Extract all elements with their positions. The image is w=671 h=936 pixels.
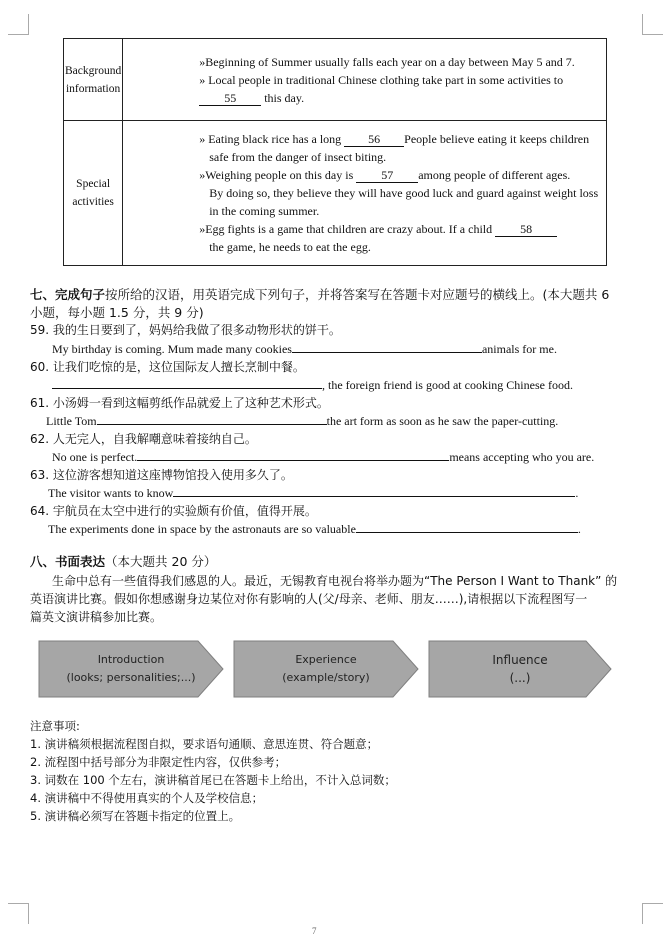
note-item: 5. 演讲稿必须写在答题卡指定的位置上。 (30, 809, 241, 823)
question-59-en: My birthday is coming. Mum made many cookies animals for me. (52, 342, 557, 356)
flow-title: Influence (492, 653, 548, 667)
answer-line-63[interactable] (173, 484, 575, 497)
table-cell-special: » Eating black rice has a long 56 People believe eating it keeps children safe from the danger of insect biting. »Weighing people on this day is 57 among people of different ages. By doing so, they believe they will have good luck and guard against weight loss in the coming summer. »Egg fights is a game that children are crazy about. If a child 58 the game, he needs to eat the egg. (123, 121, 607, 266)
crop-mark-top-right (642, 14, 663, 35)
page-number: 7 (312, 926, 317, 936)
note-item: 2. 流程图中括号部分为非限定性内容，仅供参考； (30, 755, 287, 769)
answer-line-62[interactable] (137, 448, 449, 461)
flow-sub: (...) (509, 671, 531, 685)
question-60-en: , the foreign friend is good at cooking Chinese food. (52, 376, 573, 393)
answer-line-60[interactable] (52, 376, 322, 389)
section8-heading: 八、书面表达（本大题共 20 分） (30, 554, 217, 569)
table-line: »Beginning of Summer usually falls each year on a day between May 5 and 7. (199, 54, 575, 69)
flow-step-introduction (38, 640, 224, 698)
question-59-cn: 59. 我的生日要到了，妈妈给我做了很多动物形状的饼干。 (30, 323, 341, 337)
question-60-cn: 60. 让我们吃惊的是，这位国际友人擅长烹制中餐。 (30, 360, 305, 374)
flow-step-experience (233, 640, 419, 698)
answer-blank-58[interactable]: 58 (495, 222, 557, 237)
section7-heading: 七、完成句子按所给的汉语，用英语完成下列句子，并将答案写在答题卡对应题号的横线上。(本大题共 6 小题，每小题 1.5 分，共 9 分) (30, 287, 610, 320)
note-item: 1. 演讲稿须根据流程图自拟，要求语句通顺、意思连贯、符合题意； (30, 737, 379, 751)
festival-info-table (63, 38, 607, 266)
notes-title: 注意事项: (30, 719, 80, 733)
answer-blank-55[interactable]: 55 (199, 91, 261, 106)
table-line: 55 this day. (199, 89, 598, 107)
table-line: » Local people in traditional Chinese clothing take part in some activities to (199, 72, 564, 87)
answer-line-61[interactable] (97, 412, 327, 425)
table-header-background: Background information (64, 39, 123, 121)
flow-title: Introduction (97, 653, 165, 666)
question-64-en: The experiments done in space by the astronauts are so valuable . (48, 522, 581, 536)
question-61-en: Little Tom the art form as soon as he saw the paper-cutting. (46, 414, 559, 428)
question-63-en: The visitor wants to know . (48, 486, 579, 500)
table-cell-background (123, 39, 607, 121)
flow-step-influence (428, 640, 612, 698)
flow-sub: (looks; personalities;...) (66, 671, 196, 684)
question-64-cn: 64. 宇航员在太空中进行的实验颇有价值，值得开展。 (30, 504, 317, 518)
flow-sub: (example/story) (282, 671, 370, 684)
answer-line-59[interactable] (292, 340, 482, 353)
question-62-en: No one is perfect. means accepting who you are. (52, 450, 595, 464)
crop-mark-bottom-left (8, 903, 29, 924)
table-header-special: Special activities (64, 121, 123, 266)
crop-mark-bottom-right (642, 903, 663, 924)
question-62-cn: 62. 人无完人，自我解嘲意味着接纳自己。 (30, 432, 257, 446)
section8-prompt: 生命中总有一些值得我们感恩的人。最近，无锡教育电视台将举办题为“The Person I Want to Thank” 的 英语演讲比赛。假如你想感谢身边某位对你有影响的人(父/母亲、老师、朋友……),请根据以下流程图写一 篇英文演讲稿参加比赛。 (30, 574, 618, 624)
answer-blank-57[interactable]: 57 (356, 168, 418, 183)
question-61-cn: 61. 小汤姆一看到这幅剪纸作品就爱上了这种艺术形式。 (30, 396, 329, 410)
question-63-cn: 63. 这位游客想知道这座博物馆投入使用多久了。 (30, 468, 293, 482)
answer-blank-56[interactable]: 56 (344, 132, 404, 147)
note-item: 3. 词数在 100 个左右，演讲稿首尾已在答题卡上给出，不计入总词数； (30, 773, 396, 787)
flow-title: Experience (295, 653, 357, 666)
crop-mark-top-left (8, 14, 29, 35)
answer-line-64[interactable] (356, 520, 578, 533)
note-item: 4. 演讲稿中不得使用真实的个人及学校信息； (30, 791, 264, 805)
